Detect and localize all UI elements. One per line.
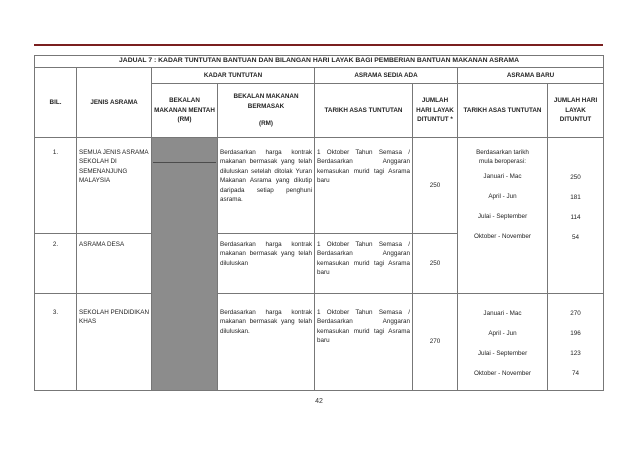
row-2-tarikh: 1 Oktober Tahun Semasa / Berdasarkan Anggaran kemasukan murid tagi Asrama baru [315,234,413,294]
baru-period-3: Julai - September [477,212,528,220]
table-title: JADUAL 7 : KADAR TUNTUTAN BANTUAN DAN BILANGAN HARI LAYAK BAGI PEMBERIAN BANTUAN MAKANAN ASRAMA [35,56,604,68]
baru2-days-4: 74 [572,370,580,377]
shaded-cell-rule [153,162,216,163]
baru-days-3: 114 [570,214,581,221]
row-3-tarikh: 1 Oktober Tahun Semasa / Berdasarkan Anggaran kemasukan murid tagi Asrama baru [315,294,413,391]
row-2-bil: 2. [35,234,77,294]
baru-period-2: April - Jun [488,192,517,200]
header-asrama-sedia-ada: ASRAMA SEDIA ADA [315,68,458,84]
baru-intro: Berdasarkan tarikh mula beroperasi: [476,149,529,166]
header-bekalan-bermasak-label: BEKALAN MAKANAN BERMASAK [233,93,299,110]
baru-group-2-periods [458,294,548,391]
header-bekalan-mentah-label: BEKALAN MAKANAN MENTAH [154,97,215,114]
baru-group-1-periods [458,138,548,294]
page-number: 42 [315,398,323,405]
baru2-days-3: 123 [570,350,581,357]
jadual-7-table [34,55,604,391]
row-1-tarikh: 1 Oktober Tahun Semasa / Berdasarkan Anggaran kemasukan murid tagi Asrama baru [315,138,413,234]
top-rule [34,44,603,46]
header-jumlah-hari-baru: JUMLAH HARI LAYAK DITUNTUT [548,84,604,138]
header-bil: BIL. [35,68,77,138]
header-asrama-baru: ASRAMA BARU [458,68,604,84]
row-3-bil: 3. [35,294,77,391]
baru2-period-1: Januari - Mac [483,310,522,317]
baru-days-1: 250 [570,174,581,181]
baru-period-4: Oktober - November [473,232,532,240]
header-tarikh-asas-sedia-ada: TARIKH ASAS TUNTUTAN [315,84,413,138]
header-jumlah-hari-sedia-ada: JUMLAH HARI LAYAK DITUNTUT * [413,84,458,138]
baru2-period-4: Oktober - November [473,370,532,377]
header-kadar-tuntutan: KADAR TUNTUTAN [152,68,315,84]
row-1-hari: 250 [413,138,458,234]
baru-days-2: 181 [570,194,581,201]
baru2-period-3: Julai - September [477,350,528,357]
header-tarikh-asas-baru: TARIKH ASAS TUNTUTAN [458,84,548,138]
row-3-hari: 270 [413,294,458,391]
header-bekalan-mentah-unit: (RM) [177,116,192,124]
row-3-jenis: SEKOLAH PENDIDIKAN KHAS [77,294,152,391]
row-2-bermasak: Berdasarkan harga kontrak makanan bermasak yang telah diluluskan [218,234,315,294]
baru2-period-2: April - Jun [488,330,517,337]
baru-group-2-days [548,294,604,391]
table-row [35,138,604,234]
header-bekalan-bermasak-unit: (RM) [259,120,273,128]
header-bekalan-mentah [152,84,218,138]
row-3-bermasak: Berdasarkan harga kontrak makanan bermasak yang telah diluluskan. [218,294,315,391]
row-2-hari: 250 [413,234,458,294]
baru2-days-2: 196 [570,330,581,337]
table-row [35,294,604,391]
baru-group-1-days [548,138,604,294]
header-bekalan-bermasak [218,84,315,138]
bekalan-mentah-shaded-cell [152,138,218,391]
baru2-days-1: 270 [570,310,581,317]
baru-period-1: Januari - Mac [483,172,522,180]
row-2-jenis: ASRAMA DESA [77,234,152,294]
row-1-jenis: SEMUA JENIS ASRAMA SEKOLAH DI SEMENANJUNG MALAYSIA [77,138,152,234]
header-jenis-asrama: JENIS ASRAMA [77,68,152,138]
row-1-bermasak: Berdasarkan harga kontrak makanan bermasak yang telah diluluskan setelah ditolak Yuran Makanan Asrama yang dikutip daripada setiap penghuni asrama. [218,138,315,234]
row-1-bil: 1. [35,138,77,234]
baru-days-4: 54 [572,234,580,241]
